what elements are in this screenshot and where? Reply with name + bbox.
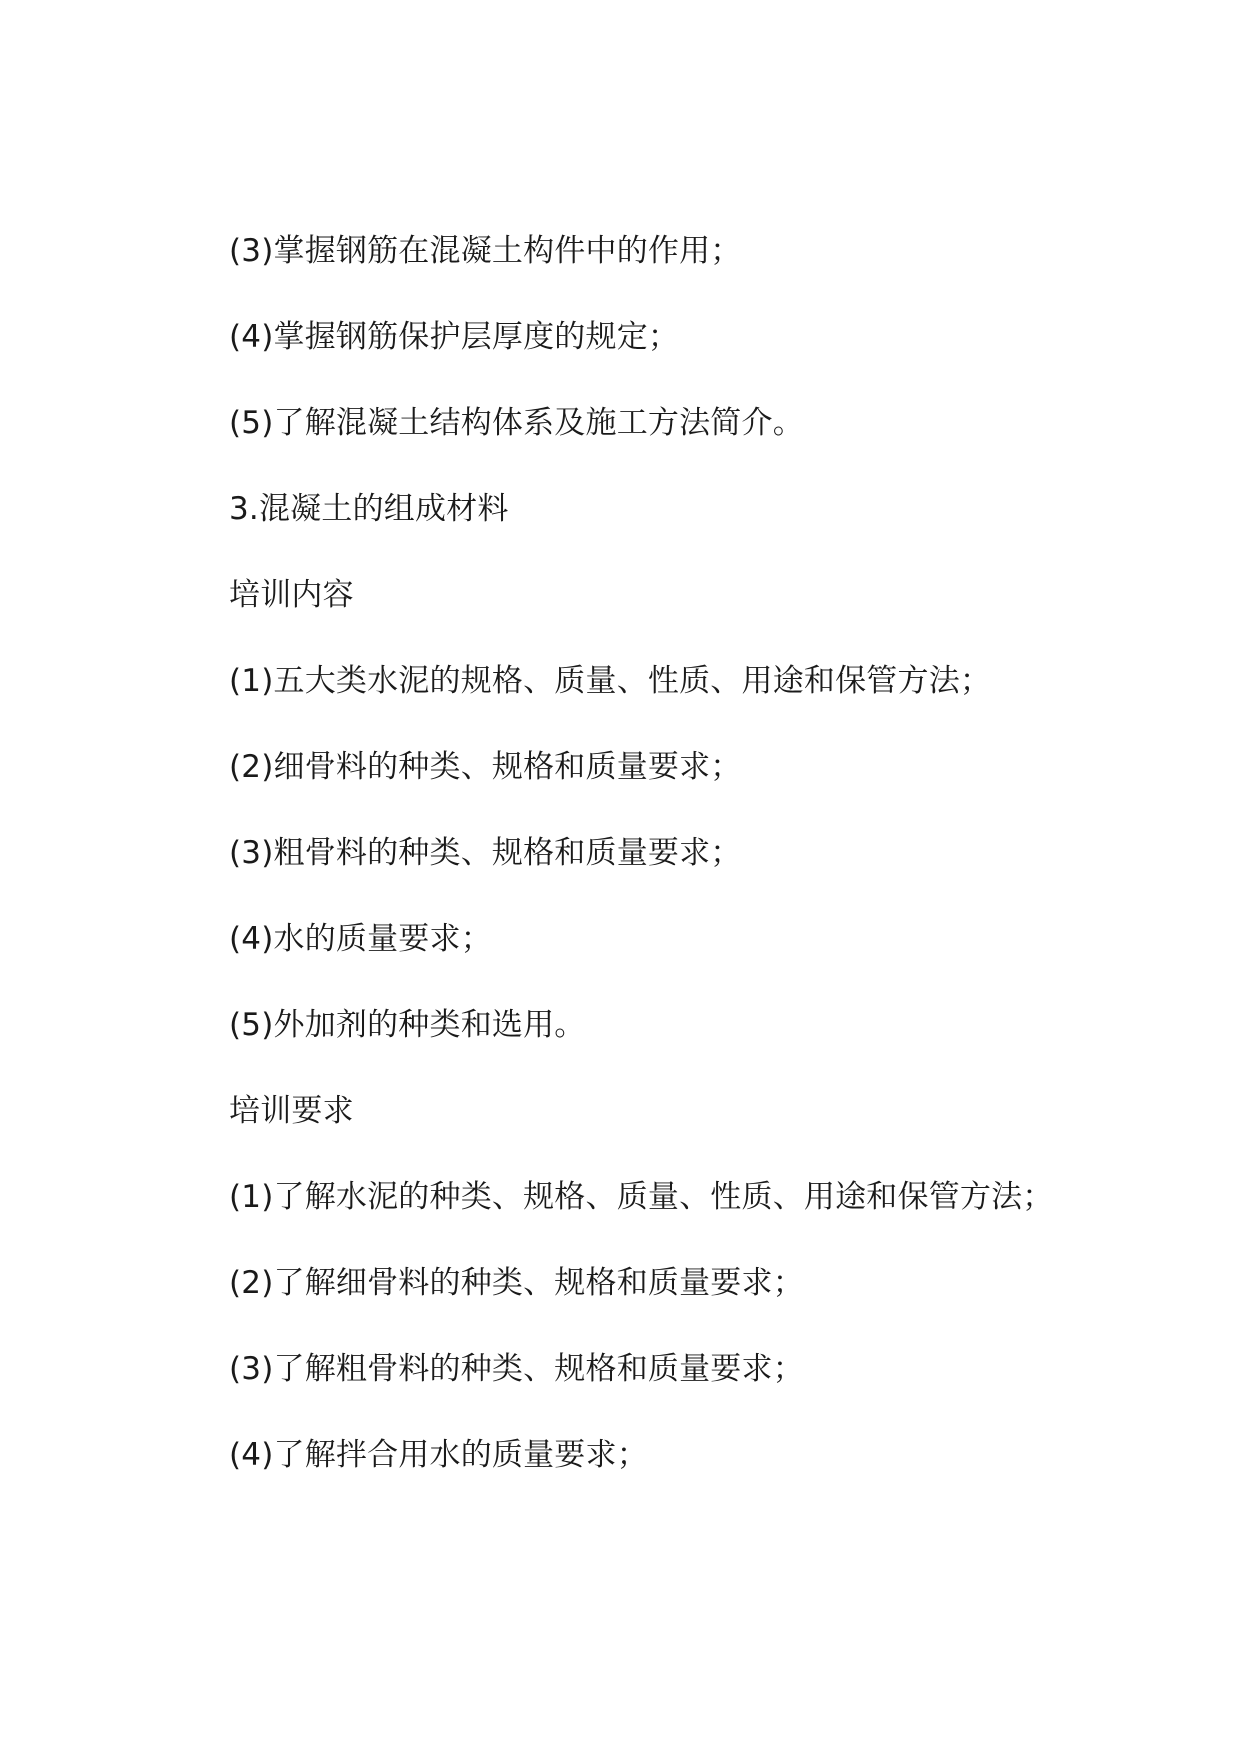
text-line: (4)了解拌合用水的质量要求； [229, 1437, 648, 1473]
text-line: (3)掌握钢筋在混凝土构件中的作用； [229, 233, 742, 269]
text-line: (1)了解水泥的种类、规格、质量、性质、用途和保管方法； [229, 1179, 1054, 1215]
text-line: (2)了解细骨料的种类、规格和质量要求； [229, 1265, 804, 1301]
text-line: (4)掌握钢筋保护层厚度的规定； [229, 319, 680, 355]
subsection-heading: 培训内容 [229, 577, 354, 613]
text-line: (5)了解混凝土结构体系及施工方法简介。 [229, 405, 804, 441]
text-line: (3)粗骨料的种类、规格和质量要求； [229, 835, 742, 871]
text-line: (5)外加剂的种类和选用。 [229, 1007, 586, 1043]
text-line: (3)了解粗骨料的种类、规格和质量要求； [229, 1351, 804, 1387]
document-body [229, 228, 1129, 1518]
text-line: (4)水的质量要求； [229, 921, 492, 957]
subsection-heading: 培训要求 [229, 1093, 354, 1129]
text-line: (2)细骨料的种类、规格和质量要求； [229, 749, 742, 785]
text-line: (1)五大类水泥的规格、质量、性质、用途和保管方法； [229, 663, 992, 699]
section-heading: 3.混凝土的组成材料 [229, 491, 509, 527]
